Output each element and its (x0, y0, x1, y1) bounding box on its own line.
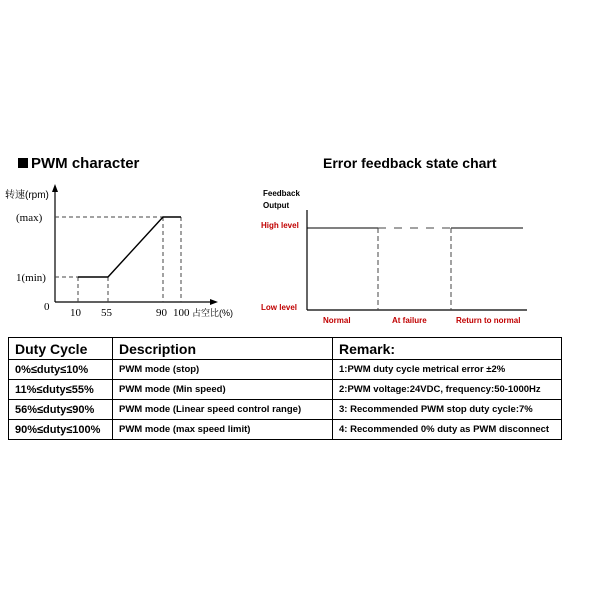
x-tick-label: 100 (173, 307, 190, 319)
x-axis-label: 占空比(%) (192, 308, 233, 318)
duty-cell: 0%≤duty≤10% (9, 360, 113, 380)
description-cell: PWM mode (max speed limit) (113, 420, 333, 440)
duty-cell: 56%≤duty≤90% (9, 400, 113, 420)
table-row (9, 360, 562, 380)
pwm-chart-title: PWM character (18, 155, 139, 172)
header-description: Description (113, 338, 333, 360)
header-duty-cycle: Duty Cycle (9, 338, 113, 360)
table-header-row (9, 338, 562, 360)
y-tick-max: (max) (16, 212, 43, 224)
remark-cell: 3: Recommended PWM stop duty cycle:7% (333, 400, 562, 420)
remark-cell: 2:PWM voltage:24VDC, frequency:50-1000Hz (333, 380, 562, 400)
state-label-return: Return to normal (456, 316, 521, 325)
remark-cell: 1:PWM duty cycle metrical error ±2% (333, 360, 562, 380)
output-label: Output (263, 201, 290, 210)
description-cell: PWM mode (Linear speed control range) (113, 400, 333, 420)
x-tick-label: 55 (101, 307, 112, 319)
description-cell: PWM mode (stop) (113, 360, 333, 380)
y-tick-min: 1(min) (16, 272, 46, 284)
x-axis-arrow-icon (210, 299, 218, 305)
remark-cell: 4: Recommended 0% duty as PWM disconnect (333, 420, 562, 440)
error-chart (255, 180, 545, 330)
duty-cell: 11%≤duty≤55% (9, 380, 113, 400)
table-row (9, 420, 562, 440)
y-axis-label: 转速(rpm) (5, 190, 49, 201)
description-cell: PWM mode (Min speed) (113, 380, 333, 400)
state-label-normal: Normal (323, 316, 351, 325)
pwm-curve (78, 217, 181, 277)
error-chart-title: Error feedback state chart (323, 155, 497, 171)
table-row (9, 400, 562, 420)
pwm-chart (0, 180, 240, 320)
low-level-label: Low level (261, 303, 298, 312)
y-tick-zero: 0 (44, 301, 50, 313)
table-row (9, 380, 562, 400)
state-label-failure: At failure (392, 316, 427, 325)
pwm-spec-table (8, 337, 562, 440)
y-axis-arrow-icon (52, 184, 58, 192)
square-bullet-icon (18, 158, 28, 168)
high-level-label: High level (261, 221, 299, 230)
feedback-label: Feedback (263, 189, 300, 198)
duty-cell: 90%≤duty≤100% (9, 420, 113, 440)
header-remark: Remark: (333, 338, 562, 360)
x-tick-label: 10 (70, 307, 81, 319)
x-tick-label: 90 (156, 307, 167, 319)
